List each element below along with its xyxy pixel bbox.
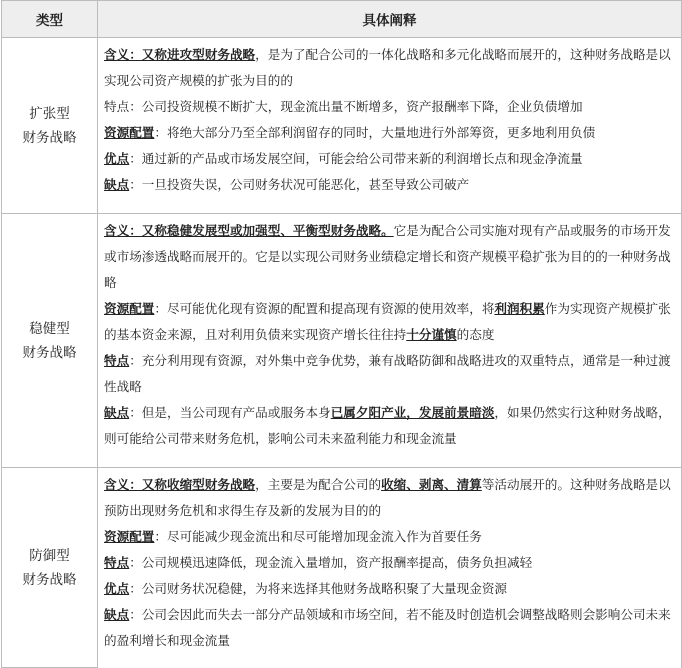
detail-text: 等活动展开的。这种财务战略是以预防出现财务危机和求得生存及新的发展为目的的 bbox=[104, 477, 671, 518]
detail-text: ：充分利用现有资源，对外集中竞争优势，兼有战略防御和战略进攻的双重特点，通常是一种过渡性战略 bbox=[104, 353, 671, 394]
detail-line bbox=[104, 576, 679, 602]
detail-text: ：公司会因此而失去一部分产品领域和市场空间，若不能及时创造机会调整战略则会影响公司未来的盈利增长和现金流量 bbox=[104, 607, 671, 648]
type-cell bbox=[2, 468, 98, 668]
type-cell bbox=[2, 214, 98, 468]
detail-text: ，是为了配合公司的一体化战略和多元化战略而展开的，这种财务战略是以实现公司资产规模的扩张为目的的 bbox=[104, 47, 671, 88]
detail-label: 特点 bbox=[104, 353, 130, 368]
table-row-expansion bbox=[2, 38, 682, 214]
detail-text: ，如果仍然实行这种财务战略，则可能给公司带来财务危机，影响公司未来盈利能力和现金流量 bbox=[104, 405, 671, 446]
type-label-line1: 稳健型 bbox=[29, 320, 70, 337]
type-cell bbox=[2, 38, 98, 214]
detail-line bbox=[104, 524, 679, 550]
type-label-line1: 扩张型 bbox=[29, 105, 70, 122]
detail-text: ：公司财务状况稳健，为将来选择其他财务战略积聚了大量现金资源 bbox=[129, 581, 507, 596]
detail-line bbox=[104, 296, 679, 348]
detail-line bbox=[104, 472, 679, 524]
detail-line bbox=[104, 218, 679, 296]
detail-line bbox=[104, 146, 679, 172]
detail-emphasis: 含义：又称收缩型财务战略 bbox=[104, 477, 256, 492]
detail-text: 的态度 bbox=[456, 327, 495, 342]
table-row-stable bbox=[2, 214, 682, 468]
type-label-line2: 财务战略 bbox=[22, 571, 77, 588]
type-label-line2: 财务战略 bbox=[22, 129, 77, 146]
detail-text: ，主要是为配合公司的 bbox=[255, 477, 382, 492]
detail-text: ：一旦投资失误，公司财务状况可能恶化，甚至导致公司破产 bbox=[129, 177, 470, 192]
detail-label: 缺点 bbox=[104, 607, 130, 622]
detail-emphasis: 含义：又称进攻型财务战略 bbox=[104, 47, 256, 62]
detail-emphasis: 已属夕阳产业，发展前景暗淡 bbox=[330, 405, 495, 420]
detail-label: 特点 bbox=[104, 555, 130, 570]
detail-text: ：公司规模迅速降低，现金流入量增加，资产报酬率提高，债务负担减轻 bbox=[129, 555, 533, 570]
detail-line bbox=[104, 400, 679, 452]
strategy-table bbox=[1, 0, 682, 668]
table-row-defensive bbox=[2, 468, 682, 668]
detail-emphasis: 含义：又称稳健发展型或加强型、平衡型财务战略。 bbox=[104, 223, 394, 238]
detail-label: 优点 bbox=[104, 581, 130, 596]
detail-text: ：通过新的产品或市场发展空间，可能会给公司带来新的利润增长点和现金净流量 bbox=[129, 151, 583, 166]
detail-text: 它是为配合公司实施对现有产品或服务的市场开发或市场渗透战略而展开的。它是以实现公司财务业绩稳定增长和资产规模平稳扩张为目的的一种财务战略 bbox=[104, 223, 671, 290]
detail-label: 资源配置 bbox=[104, 125, 155, 140]
type-label-line2: 财务战略 bbox=[22, 344, 77, 361]
detail-line bbox=[104, 42, 679, 94]
detail-label: 优点 bbox=[104, 151, 130, 166]
detail-text: ：尽可能优化现有资源的配置和提高现有资源的使用效率，将 bbox=[154, 301, 495, 316]
detail-text: ：尽可能减少现金流出和尽可能增加现金流入作为首要任务 bbox=[154, 529, 482, 544]
detail-emphasis: 十分谨慎 bbox=[406, 327, 457, 342]
detail-line bbox=[104, 94, 679, 120]
detail-cell bbox=[98, 214, 682, 468]
detail-line bbox=[104, 172, 679, 198]
header-type: 类型 bbox=[2, 1, 98, 38]
detail-label: 资源配置 bbox=[104, 529, 155, 544]
detail-emphasis: 收缩、剥离、清算 bbox=[381, 477, 482, 492]
detail-cell bbox=[98, 38, 682, 214]
detail-cell bbox=[98, 468, 682, 668]
detail-text: 作为实现资产规模扩张的基本资金来源，且对利用负债来实现资产增长往往持 bbox=[104, 301, 671, 342]
type-label-line1: 防御型 bbox=[29, 547, 70, 564]
detail-label: 资源配置 bbox=[104, 301, 155, 316]
detail-label: 缺点 bbox=[104, 177, 130, 192]
detail-line bbox=[104, 602, 679, 654]
detail-line bbox=[104, 550, 679, 576]
detail-line bbox=[104, 348, 679, 400]
header-detail: 具体阐释 bbox=[98, 1, 682, 38]
detail-text: 特点：公司投资规模不断扩大，现金流出量不断增多，资产报酬率下降，企业负债增加 bbox=[104, 99, 583, 114]
detail-line bbox=[104, 120, 679, 146]
detail-label: 缺点 bbox=[104, 405, 130, 420]
detail-emphasis: 利润积累 bbox=[494, 301, 545, 316]
detail-text: ：将绝大部分乃至全部利润留存的同时，大量地进行外部筹资，更多地利用负债 bbox=[154, 125, 596, 140]
detail-text: ：但是，当公司现有产品或服务本身 bbox=[129, 405, 331, 420]
header-row bbox=[2, 1, 682, 38]
